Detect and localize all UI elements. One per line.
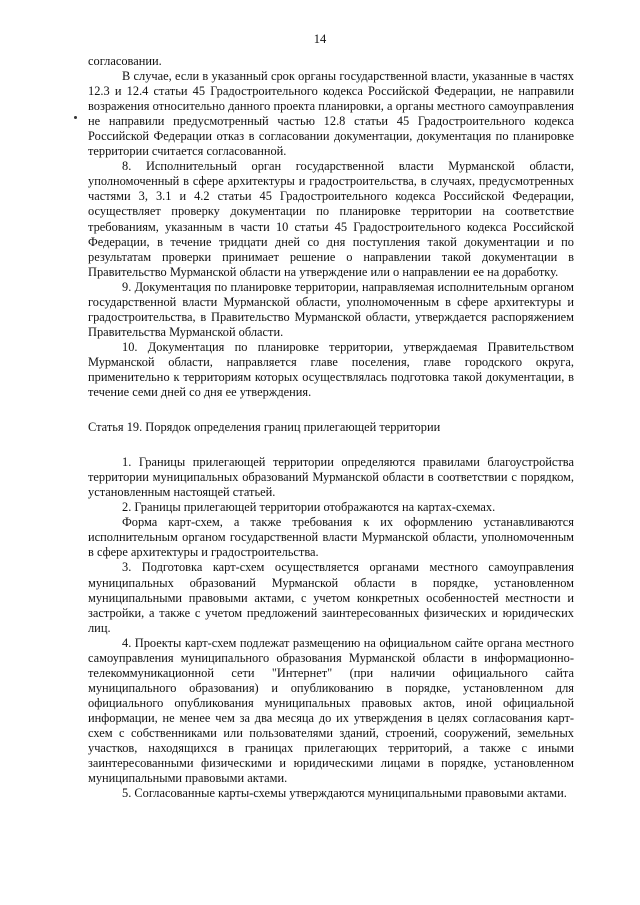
paragraph-article-item-4: 4. Проекты карт-схем подлежат размещению на официальном сайте органа местного самоуправления муниципального образования Мурманской области в информационно-телекоммуникационной сети "Интернет" (при наличии официального сайта муниципального образования) и опубликованию в порядке, установленном для официального опубликования муниципальных правовых актов, иной официальной информации, не менее чем за два месяца до их утверждения в целях согласования карт-схем с собственниками или пользователями зданий, строений, сооружений, земельных участков, находящихся в границах прилегающих территорий, а также с иными заинтересованными физическими и юридическими лицами в порядке, установленном муниципальными правовыми актами. — [88, 635, 574, 786]
paragraph-item-8: 8. Исполнительный орган государственной власти Мурманской области, уполномоченный в сфере архитектуры и градостроительства, в случаях, предусмотренных частями 3, 3.1 и 4.2 статьи 45 Градостроительного кодекса Российской Федерации, осуществляет проверку документации по планировке территории на соответствие требованиям, указанным в части 10 статьи 45 Градостроительного кодекса Российской Федерации, в течение тридцати дней со дня поступления такой документации и по результатам проверки принимает решение о направлении такой документации в Правительство Мурманской области на утверждение или о направлении ее на доработку. — [88, 159, 574, 279]
paragraph-continuation: согласовании. — [88, 54, 162, 68]
paragraph-item-9: 9. Документация по планировке территории, направляемая исполнительным органом государственной власти Мурманской области, уполномоченным в сфере архитектуры и градостроительства, в Правительство Мурманской области, утверждается распоряжением Правительства Мурманской области. — [88, 279, 574, 339]
page-number: 14 — [313, 32, 327, 46]
paragraph-article-form: Форма карт-схем, а также требования к их оформлению устанавливаются исполнительным органом государственной власти Мурманской области, уполномоченным в сфере архитектуры и градостроительства. — [88, 515, 574, 560]
paragraph-article-item-1: 1. Границы прилегающей территории определяются правилами благоустройства территории муниципальных образований Мурманской области в соответствии с порядком, установленным настоящей статьей. — [88, 455, 574, 500]
article-19-heading: Статья 19. Порядок определения границ прилегающей территории — [88, 420, 441, 435]
paragraph-article-item-5: 5. Согласованные карты-схемы утверждаются муниципальными правовыми актами. — [122, 786, 567, 801]
paragraph-article-item-2: 2. Границы прилегающей территории отображаются на картах-схемах. — [122, 500, 496, 515]
paragraph-approval-deadline: В случае, если в указанный срок органы государственной власти, указанные в частях 12.3 и 12.4 статьи 45 Градостроительного кодекса Российской Федерации, не направили возражения относительно данного проекта планировки, а органы местного самоуправления не направили предусмотренный частью 12.8 статьи 45 Градостроительного кодекса Российской Федерации отказ в согласовании документации, документация по планировке территории считается согласованной. — [88, 69, 574, 159]
scan-artifact-dot — [74, 116, 77, 119]
paragraph-item-10: 10. Документация по планировке территории, утверждаемая Правительством Мурманской области, направляется главе поселения, главе городского округа, применительно к территориям которых осуществлялась подготовка такой документации, в течение семи дней со дня ее утверждения. — [88, 339, 574, 400]
paragraph-article-item-3: 3. Подготовка карт-схем осуществляется органами местного самоуправления муниципальных образований Мурманской области в порядке, установленном муниципальными правовыми актами, с учетом конкретных особенностей местности и застройки, а также с учетом предложений заинтересованных физических и юридических лиц. — [88, 560, 574, 635]
document-body — [88, 54, 574, 801]
